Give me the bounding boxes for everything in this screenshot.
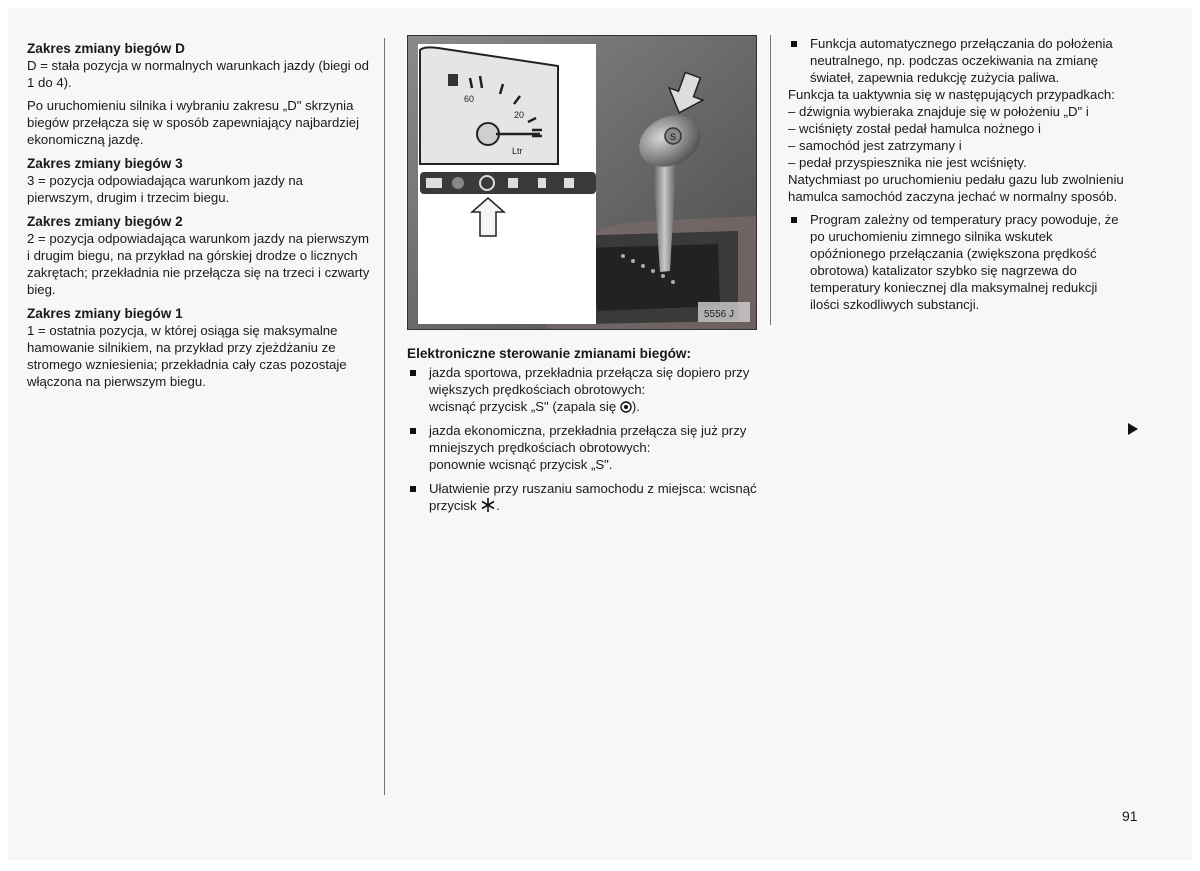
fuel-pump-icon xyxy=(448,74,458,86)
condition-line: – samochód jest zatrzymany i xyxy=(788,138,962,153)
heading-range-2: Zakres zmiany biegów 2 xyxy=(27,214,183,229)
conditions-intro: Funkcja ta uaktywnia się w następujących przypadkach: xyxy=(788,87,1115,102)
svg-text:S: S xyxy=(669,132,677,142)
heading-range-3: Zakres zmiany biegów 3 xyxy=(27,156,183,171)
column-divider xyxy=(384,38,385,795)
list-item-text: Ułatwienie przy ruszaniu samochodu z miejsca: wcisnąć przycisk xyxy=(429,481,757,513)
list-item-text: jazda ekonomiczna, przekładnia przełącza się już przy mniejszych prędkościach obrotowych: xyxy=(429,423,747,455)
heading-electronic-control: Elektroniczne sterowanie zmianami biegów: xyxy=(407,346,692,361)
condition-line: – pedał przyspiesznika nie jest wciśnięty. xyxy=(788,155,1027,170)
figure-code: 5556 J xyxy=(704,309,735,320)
section-range-d xyxy=(27,40,372,148)
list-item xyxy=(407,422,757,473)
continue-arrow-icon xyxy=(1128,423,1138,435)
condition-line: – wciśnięty został pedał hamulca nożnego i xyxy=(788,121,1041,136)
snowflake-icon xyxy=(480,497,496,513)
column-neutral-function xyxy=(788,35,1130,320)
winter-indicator-icon xyxy=(620,401,632,413)
list-item: Program zależny od temperatury pracy powoduje, że po uruchomieniu zimnego silnika wskutek opóźnionego przełączania (zwiększona prędkość obrotowa) katalizator szybko się nagrzewa do temperatury koniecznej dla maksymalnej redukcji ilości szkodliwych substancji. xyxy=(788,211,1130,313)
list-item: Funkcja automatycznego przełączania do położenia neutralnego, np. podczas oczekiwania na zmianę świateł, zapewnia redukcję zużycia paliwa. xyxy=(788,35,1130,86)
gear-selector-illustration xyxy=(407,35,757,330)
column-gear-ranges xyxy=(27,40,372,397)
function-list xyxy=(788,35,1130,86)
paragraph: Natychmiast po uruchomieniu pedału gazu lub zwolnieniu hamulca samochód zaczyna jechać w normalny sposób. xyxy=(788,172,1124,204)
paragraph: 2 = pozycja odpowiadająca warunkom jazdy na pierwszym i drugim biegu, na przykład na górskiej drodze o licznych zakrętach; przekładnia nie przełącza się na trzeci i czwarty bieg. xyxy=(27,231,370,297)
list-item: jazda sportowa, przekładnia przełącza się dopiero przy większych prędkościach obrotowych: wcisnąć przycisk „S" (zapala się ). xyxy=(407,364,757,415)
section-range-2 xyxy=(27,213,372,298)
list-item-continuation: ponownie wcisnąć przycisk „S". xyxy=(429,457,613,472)
column-electronic-control xyxy=(407,345,757,521)
paragraph: 3 = pozycja odpowiadająca warunkom jazdy na pierwszym, drugim i trzecim biegu. xyxy=(27,173,304,205)
section-range-3 xyxy=(27,155,372,206)
gauge-unit: Ltr xyxy=(512,146,523,156)
heading-range-1: Zakres zmiany biegów 1 xyxy=(27,306,183,321)
paragraph: 1 = ostatnia pozycja, w której osiąga się maksymalne hamowanie silnikiem, na przykład przy zjeżdżaniu ze stromego wzniesienia; przekładnia cały czas pozostaje włączona na pierwszym biegu. xyxy=(27,323,347,389)
program-list xyxy=(788,211,1130,313)
control-list xyxy=(407,364,757,514)
paragraph: Po uruchomieniu silnika i wybraniu zakresu „D" skrzynia biegów przełącza się w sposób zapewniający najbardziej ekonomiczną jazdę. xyxy=(27,98,360,147)
condition-line: – dźwignia wybieraka znajduje się w położeniu „D" i xyxy=(788,104,1089,119)
gauge-mark-20: 20 xyxy=(514,110,525,120)
heading-range-d: Zakres zmiany biegów D xyxy=(27,41,185,56)
list-item-text: jazda sportowa, przekładnia przełącza się dopiero przy większych prędkościach obrotowych: xyxy=(429,365,750,397)
list-item-continuation: wcisnąć przycisk „S" (zapala się xyxy=(429,399,617,414)
gauge-mark-60: 60 xyxy=(464,94,475,104)
page-number: 91 xyxy=(1122,808,1138,824)
paragraph: D = stała pozycja w normalnych warunkach jazdy (biegi od 1 do 4). xyxy=(27,58,369,90)
column-divider xyxy=(770,35,771,325)
illustration-svg xyxy=(408,36,756,329)
section-range-1 xyxy=(27,305,372,390)
list-item: Ułatwienie przy ruszaniu samochodu z miejsca: wcisnąć przycisk . xyxy=(407,480,757,514)
